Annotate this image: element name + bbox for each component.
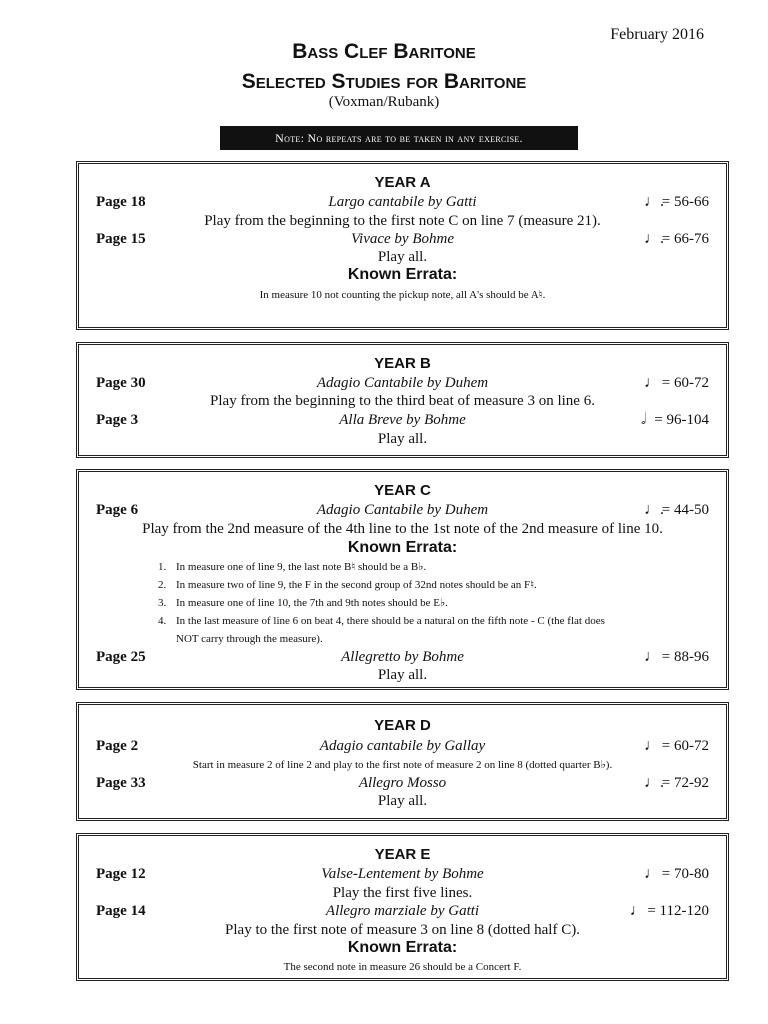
year-a-page-2: Page 15 [96, 231, 146, 247]
year-d-page-2: Page 33 [96, 775, 146, 791]
year-d-tempo-1: = 60-72 [661, 738, 709, 754]
quarter-note-icon: ♩ [644, 865, 661, 882]
list-item: 2. In measure two of line 9, the F in the second group of 32nd notes should be an F♮. [158, 579, 537, 591]
year-a-errata-text: In measure 10 not counting the pickup note, all A's should be A♮. [259, 289, 546, 301]
year-e-title: YEAR E [374, 846, 431, 863]
year-e-box [76, 833, 729, 981]
list-item: 4. In the last measure of line 6 on beat 4, there should be a natural on the fifth note - C (the flat does [158, 615, 605, 627]
year-a-page-1: Page 18 [96, 194, 146, 210]
year-c-page-2: Page 25 [96, 649, 146, 665]
year-a-instruction-1: Play from the beginning to the first note C on line 7 (measure 21). [204, 213, 601, 229]
quarter-note-icon: ♩ [644, 737, 661, 754]
half-note-icon: 𝅗𝅥 [640, 411, 647, 428]
year-d-instruction-2: Play all. [377, 793, 428, 809]
year-b-instruction-2: Play all. [377, 431, 428, 447]
year-b-page-1: Page 30 [96, 375, 146, 391]
list-item: 3. In measure one of line 10, the 7th and 9th notes should be E♭. [158, 597, 448, 609]
year-e-instruction-1: Play the first five lines. [332, 885, 473, 901]
year-a-piece-2: Vivace by Bohme [350, 231, 454, 247]
list-item: 1. In measure one of line 9, the last note B♮ should be a B♭. [158, 561, 427, 573]
year-b-piece-2: Alla Breve by Bohme [339, 412, 466, 428]
year-d-tempo-2: = 72-92 [661, 775, 709, 791]
year-d-instruction-1: Start in measure 2 of line 2 and play to the first note of measure 2 on line 8 (dotted quarter B♭). [192, 759, 613, 771]
year-c-tempo-1: = 44-50 [661, 502, 709, 518]
year-c-page-1: Page 6 [96, 502, 139, 518]
year-d-piece-1: Adagio cantabile by Gallay [319, 738, 486, 754]
repeat-note-banner: Note: No repeats are to be taken in any exercise. [220, 126, 578, 150]
date: February 2016 [610, 26, 704, 43]
year-b-piece-1: Adagio Cantabile by Duhem [316, 375, 489, 391]
quarter-note-icon: ♩ [644, 648, 661, 665]
year-b-box [76, 342, 729, 458]
year-a-tempo-2: = 66-76 [661, 231, 709, 247]
year-d-page-1: Page 2 [96, 738, 139, 754]
year-e-errata-title: Known Errata: [347, 939, 458, 956]
year-c-instruction-1: Play from the 2nd measure of the 4th line to the 1st note of the 2nd measure of line 10. [142, 521, 663, 537]
year-a-title: YEAR A [374, 174, 431, 191]
quarter-note-icon: ♩ [629, 902, 646, 919]
year-c-instruction-2: Play all. [377, 667, 428, 683]
year-a-piece-1: Largo cantabile by Gatti [328, 194, 477, 210]
year-c-box [76, 469, 729, 690]
year-d-box [76, 702, 729, 821]
dotted-quarter-note-icon: ♩. [644, 774, 665, 791]
dotted-quarter-note-icon: ♩. [644, 501, 665, 518]
year-e-page-2: Page 14 [96, 903, 146, 919]
year-d-title: YEAR D [374, 717, 431, 734]
year-e-tempo-1: = 70-80 [661, 866, 709, 882]
page-subtitle: Selected Studies for Baritone [241, 70, 527, 93]
year-b-page-2: Page 3 [96, 412, 139, 428]
quarter-note-icon: ♩ [644, 374, 661, 391]
year-e-page-1: Page 12 [96, 866, 146, 882]
year-e-piece-1: Valse-Lentement by Bohme [321, 866, 484, 882]
list-item-continuation: NOT carry through the measure). [176, 633, 323, 645]
year-c-title: YEAR C [374, 482, 431, 499]
year-e-errata-text: The second note in measure 26 should be a Concert F. [283, 961, 522, 973]
year-e-tempo-2: = 112-120 [647, 903, 709, 919]
year-c-piece-2: Allegretto by Bohme [341, 649, 464, 665]
dotted-quarter-note-icon: ♩. [644, 193, 665, 210]
year-c-errata-title: Known Errata: [347, 539, 458, 556]
year-b-instruction-1: Play from the beginning to the third beat of measure 3 on line 6. [210, 393, 595, 409]
year-a-instruction-2: Play all. [377, 249, 428, 265]
year-c-piece-1: Adagio Cantabile by Duhem [316, 502, 489, 518]
dotted-quarter-note-icon: ♩. [644, 230, 665, 247]
year-a-box [76, 161, 729, 330]
year-b-tempo-1: = 60-72 [661, 375, 709, 391]
year-e-piece-2: Allegro marziale by Gatti [325, 903, 480, 919]
year-b-tempo-2: = 96-104 [654, 412, 709, 428]
page-title: Bass Clef Baritone [292, 40, 476, 63]
year-d-piece-2: Allegro Mosso [358, 775, 447, 791]
year-a-errata-title: Known Errata: [347, 266, 458, 283]
year-e-instruction-2: Play to the first note of measure 3 on line 8 (dotted half C). [225, 922, 580, 938]
year-c-tempo-2: = 88-96 [661, 649, 709, 665]
year-b-title: YEAR B [374, 355, 431, 372]
book-name: (Voxman/Rubank) [328, 94, 440, 110]
year-a-tempo-1: = 56-66 [661, 194, 709, 210]
